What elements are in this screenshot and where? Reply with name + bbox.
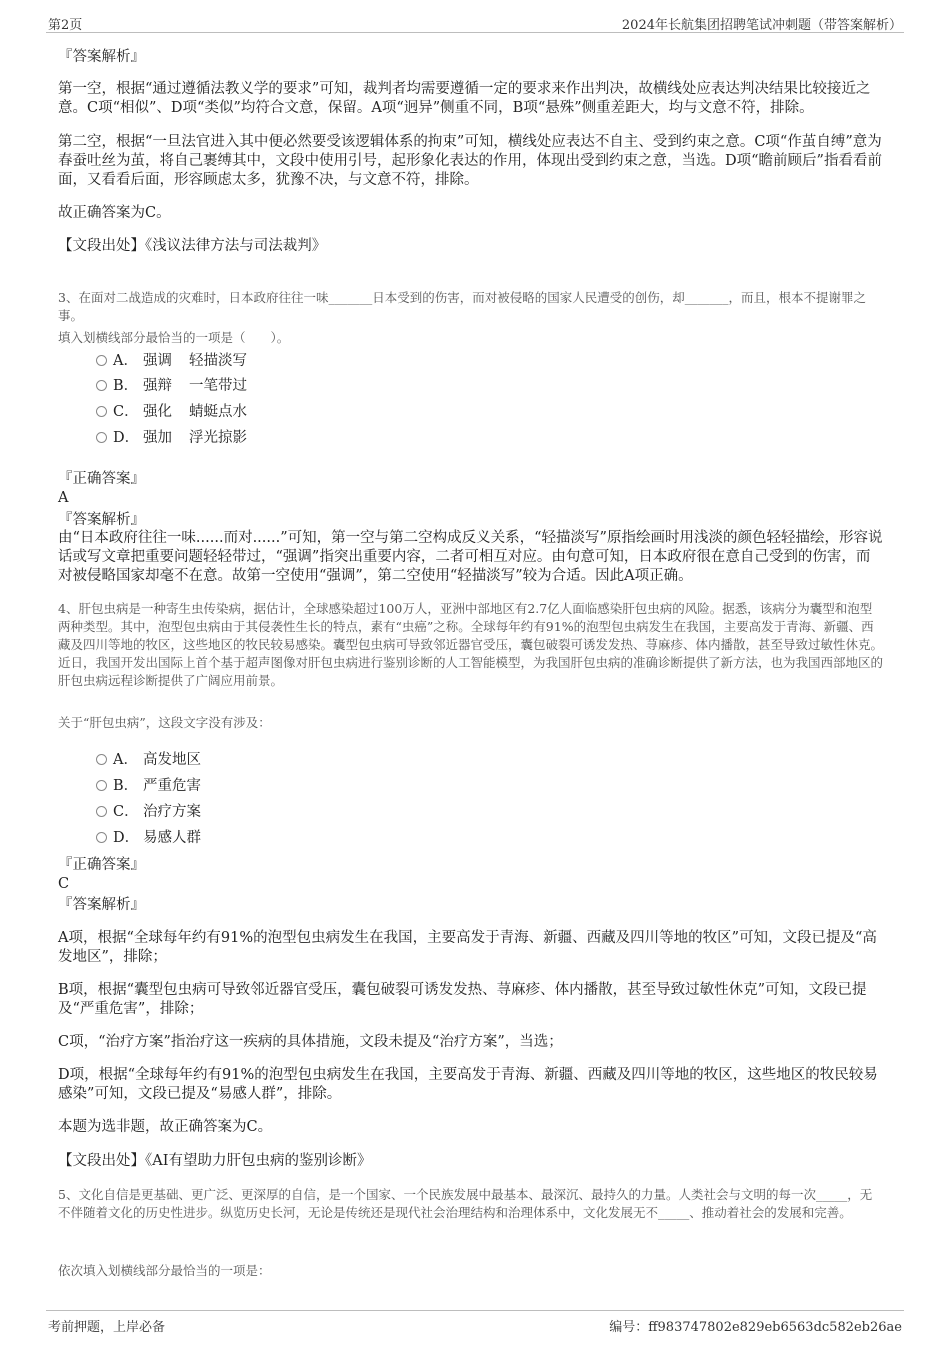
radio-button[interactable]: [96, 380, 107, 391]
q4-analysis-a: A项，根据“全球每年约有91%的泡型包虫病发生在我国，主要高发于青海、新疆、西藏及四川等地的牧区”可知，文段已提及“高发地区”，排除；: [58, 930, 877, 965]
q2-analysis-label: 『答案解析』: [58, 49, 145, 65]
q3-option-a[interactable]: A． 强调 轻描淡写: [96, 352, 247, 371]
q4-conclusion: 本题为选非题，故正确答案为C。: [58, 1119, 273, 1135]
radio-button[interactable]: [96, 780, 107, 791]
q3-stem: 3、在面对二战造成的灾难时，日本政府往往一味_______日本受到的伤害，而对被侵略的国家人民遭受的创伤，却_______，而且，根本不提谢罪之事。: [58, 290, 866, 323]
page-footer: [46, 1310, 904, 1337]
q3-answer-label: 『正确答案』: [58, 471, 145, 487]
page-header: [46, 10, 904, 33]
radio-button[interactable]: [96, 406, 107, 417]
q4-analysis-b: B项，根据“囊型包虫病可导致邻近器官受压，囊包破裂可诱发发热、荨麻疹、体内播散，甚至导致过敏性休克”可知，文段已提及“严重危害”，排除；: [58, 982, 867, 1017]
q4-analysis-label: 『答案解析』: [58, 897, 145, 913]
q2-source: 【文段出处】《浅议法律方法与司法裁判》: [58, 238, 327, 254]
q2-analysis-para2: 第二空，根据“一旦法官进入其中便必然要受该逻辑体系的拘束”可知，横线处应表达不自主、受到约束之意。C项“作茧自缚”意为春蚕吐丝为茧，将自己裹缚其中，文段中使用引号，起形象化表达的作用，体现出受到约束之意，当选。D项“瞻前顾后”指看看前面，又看看后面，形容顾虑太多，犹豫不决，与文意不符，排除。: [58, 134, 882, 188]
page-number: 第2页: [48, 18, 83, 33]
q2-analysis-para1: 第一空，根据“通过遵循法教义学的要求”可知，裁判者均需要遵循一定的要求来作出判决，故横线处应表达判决结果比较接近之意。C项“相似”、D项“类似”均符合文意，保留。A项“迥异”侧重不同，B项“悬殊”侧重差距大，均与文意不符，排除。: [58, 81, 871, 116]
q4-prompt: 关于“肝包虫病”，这段文字没有涉及：: [58, 715, 271, 730]
radio-button[interactable]: [96, 355, 107, 366]
radio-button[interactable]: [96, 754, 107, 765]
q4-stem: 4、肝包虫病是一种寄生虫传染病，据估计，全球感染超过100万人，亚洲中部地区有2.7亿人面临感染肝包虫病的风险。据悉，该病分为囊型和泡型两种类型。其中，泡型包虫病由于其侵袭性生长的特点，素有“虫癌”之称。全球每年约有91%的泡型包虫病发生在我国，主要高发于青海、新疆、西藏及四川等地的牧区，这些地区的牧民较易感染。囊型包虫病可导致邻近器官受压，囊包破裂可诱发发热、荨麻疹、体内播散，甚至导致过敏性休克。近日，我国开发出国际上首个基于超声图像对肝包虫病进行鉴别诊断的人工智能模型，为我国肝包虫病的准确诊断提供了新方法，也为我国西部地区的肝包虫病远程诊断提供了广阔应用前景。: [58, 601, 884, 688]
q3-option-b[interactable]: B． 强辩 一笔带过: [96, 377, 247, 396]
q3-prompt: 填入划横线部分最恰当的一项是（ ）。: [58, 330, 290, 345]
q5-prompt: 依次填入划横线部分最恰当的一项是：: [58, 1263, 271, 1278]
document-id: 编号：ff983747802e829eb6563dc582eb26ae: [609, 1320, 902, 1335]
q4-analysis-d: D项，根据“全球每年约有91%的泡型包虫病发生在我国，主要高发于青海、新疆、西藏及四川等地的牧区，这些地区的牧民较易感染”可知，文段已提及“易感人群”，排除。: [58, 1067, 878, 1102]
q4-option-d[interactable]: D． 易感人群: [96, 829, 201, 848]
radio-button[interactable]: [96, 432, 107, 443]
footer-slogan: 考前押题，上岸必备: [48, 1320, 166, 1335]
q3-analysis: 由“日本政府往往一味......而对......”可知，第一空与第二空构成反义关系，“轻描淡写”原指绘画时用浅淡的颜色轻轻描绘，形容说话或写文章把重要问题轻轻带过，“强调”指突出重要内容，二者可相互对应。由句意可知，日本政府很在意自己受到的伤害，而对被侵略国家却毫不在意。故第一空使用“强调”，第二空使用“轻描淡写”较为合适。因此A项正确。: [58, 530, 883, 584]
q4-analysis-c: C项，“治疗方案”指治疗这一疾病的具体措施，文段未提及“治疗方案”，当选；: [58, 1034, 563, 1050]
q4-source: 【文段出处】《AI有望助力肝包虫病的鉴别诊断》: [58, 1153, 372, 1169]
q3-answer: A: [58, 490, 69, 506]
q4-option-b[interactable]: B． 严重危害: [96, 777, 201, 796]
q4-answer-label: 『正确答案』: [58, 857, 145, 873]
q3-analysis-label: 『答案解析』: [58, 512, 145, 528]
q2-conclusion: 故正确答案为C。: [58, 205, 171, 221]
q4-answer: C: [58, 876, 70, 892]
q3-option-c[interactable]: C． 强化 蜻蜓点水: [96, 403, 247, 422]
document-title: 2024年长航集团招聘笔试冲刺题（带答案解析）: [621, 18, 902, 33]
radio-button[interactable]: [96, 832, 107, 843]
radio-button[interactable]: [96, 806, 107, 817]
q5-stem: 5、文化自信是更基础、更广泛、更深厚的自信，是一个国家、一个民族发展中最基本、最深沉、最持久的力量。人类社会与文明的每一次_____，无不伴随着文化的历史性进步。纵览历史长河，无论是传统还是现代社会治理结构和治理体系中，文化发展无不_____、推动着社会的发展和完善。: [58, 1187, 873, 1220]
q4-option-c[interactable]: C． 治疗方案: [96, 803, 201, 822]
q4-option-a[interactable]: A． 高发地区: [96, 751, 201, 770]
q3-option-d[interactable]: D． 强加 浮光掠影: [96, 429, 247, 448]
